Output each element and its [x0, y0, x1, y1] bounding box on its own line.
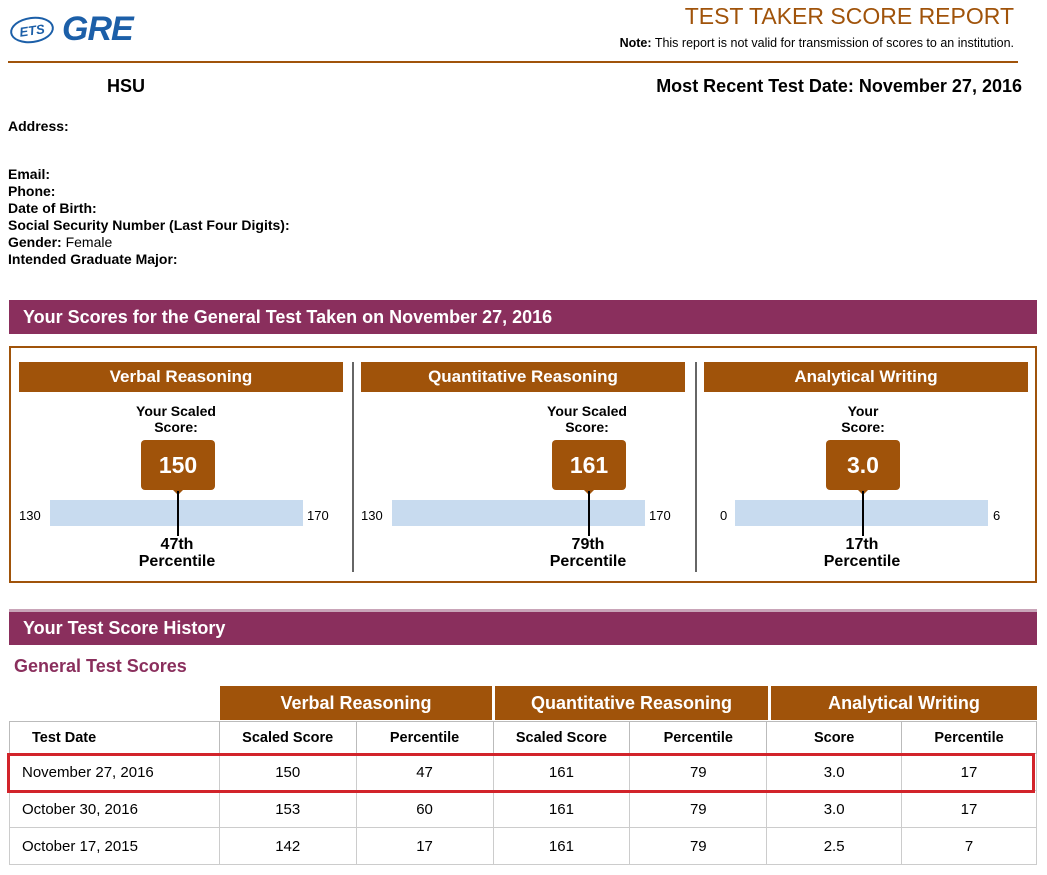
cell-verbal-scaled: 142: [219, 828, 356, 865]
score-label-line1: Your Scaled: [136, 403, 216, 419]
measure-divider: [695, 362, 697, 572]
cell-verbal-scaled: 150: [219, 754, 356, 791]
cell-quant-percentile: 79: [630, 828, 767, 865]
cell-quant-percentile: 79: [630, 791, 767, 828]
candidate-name: HSU: [107, 76, 146, 96]
verbal-percentile: [117, 536, 237, 570]
ssn-field: [8, 217, 290, 233]
score-label-line1: Your Scaled: [547, 403, 627, 419]
writing-scale-min: 0: [720, 508, 728, 523]
ets-logo-icon: ETS: [8, 14, 55, 46]
address-label: Address:: [8, 118, 69, 134]
cell-quant-scaled: 161: [493, 754, 630, 791]
scores-section-header: Your Scores for the General Test Taken on November 27, 2016: [9, 300, 1037, 334]
report-title: TEST TAKER SCORE REPORT: [684, 3, 1014, 29]
cell-writing-score: 3.0: [767, 754, 902, 791]
cell-writing-score: 2.5: [767, 828, 902, 865]
writing-measure: [704, 362, 1028, 572]
verbal-scale-min: 130: [19, 508, 41, 523]
percentile-word: Percentile: [549, 553, 627, 570]
general-test-scores-title: General Test Scores: [14, 656, 187, 676]
cell-test-date: October 17, 2015: [10, 828, 220, 865]
percentile-word: Percentile: [138, 553, 216, 570]
dob-field: [8, 200, 97, 216]
most-recent-test-date: Most Recent Test Date: November 27, 2016: [656, 76, 1022, 96]
quant-score-label: [542, 403, 632, 435]
score-label-line2: Score:: [841, 419, 885, 435]
writing-scale-max: 6: [993, 508, 1001, 523]
cell-writing-percentile: 17: [902, 791, 1037, 828]
ssn-label: Social Security Number (Last Four Digits):: [8, 217, 290, 233]
verbal-scale-max: 170: [307, 508, 329, 523]
history-group-verbal: Verbal Reasoning: [220, 686, 492, 720]
cell-verbal-percentile: 47: [356, 754, 493, 791]
quant-scale-max: 170: [649, 508, 671, 523]
col-verbal-percentile: Percentile: [356, 722, 493, 754]
cell-verbal-percentile: 60: [356, 791, 493, 828]
verbal-score-box: 150: [141, 440, 215, 490]
writing-score-marker: [862, 491, 864, 536]
score-panel: [9, 346, 1037, 583]
measure-divider: [352, 362, 354, 572]
gre-logo: [10, 10, 133, 49]
writing-score-label: [818, 403, 908, 435]
writing-score-box: 3.0: [826, 440, 900, 490]
cell-quant-scaled: 161: [493, 791, 630, 828]
history-section-header: Your Test Score History: [9, 609, 1037, 645]
col-quant-scaled: Scaled Score: [493, 722, 630, 754]
percentile-word: Percentile: [823, 553, 901, 570]
quant-measure: [361, 362, 685, 572]
verbal-score-label: [131, 403, 221, 435]
percentile-value: 47th: [160, 536, 194, 553]
percentile-value: 17th: [845, 536, 879, 553]
gender-label: Gender:: [8, 234, 62, 250]
writing-percentile: [802, 536, 922, 570]
quant-percentile: [528, 536, 648, 570]
col-verbal-scaled: Scaled Score: [219, 722, 356, 754]
col-test-date: Test Date: [10, 722, 220, 754]
gre-wordmark: GRE: [62, 10, 133, 48]
phone-label: Phone:: [8, 183, 56, 199]
cell-test-date: October 30, 2016: [10, 791, 220, 828]
header-rule: [8, 61, 1018, 63]
col-writing-score: Score: [767, 722, 902, 754]
cell-verbal-scaled: 153: [219, 791, 356, 828]
score-label-line2: Score:: [565, 419, 609, 435]
dob-label: Date of Birth:: [8, 200, 97, 216]
table-row: [10, 828, 1037, 865]
verbal-score-marker: [177, 491, 179, 536]
verbal-heading: Verbal Reasoning: [19, 362, 343, 392]
history-group-quant: Quantitative Reasoning: [495, 686, 768, 720]
history-group-writing: Analytical Writing: [771, 686, 1037, 720]
table-row: [10, 754, 1037, 791]
score-label-line2: Score:: [154, 419, 198, 435]
col-writing-percentile: Percentile: [902, 722, 1037, 754]
cell-quant-scaled: 161: [493, 828, 630, 865]
col-quant-percentile: Percentile: [630, 722, 767, 754]
email-label: Email:: [8, 166, 51, 182]
report-note: [620, 36, 1014, 50]
score-history-table: [9, 721, 1037, 865]
cell-test-date: November 27, 2016: [10, 754, 220, 791]
phone-field: [8, 183, 55, 199]
cell-writing-score: 3.0: [767, 791, 902, 828]
percentile-value: 79th: [571, 536, 605, 553]
score-label-line1: Your: [847, 403, 879, 419]
verbal-measure: [19, 362, 343, 572]
note-text: This report is not valid for transmission of scores to an institution.: [654, 36, 1014, 50]
gender-field: [8, 234, 112, 250]
table-header-row: [10, 722, 1037, 754]
address-field: [8, 118, 69, 134]
note-label: Note:: [619, 36, 652, 50]
cell-writing-percentile: 17: [902, 754, 1037, 791]
gender-value: Female: [65, 234, 113, 250]
email-field: [8, 166, 50, 182]
cell-verbal-percentile: 17: [356, 828, 493, 865]
writing-heading: Analytical Writing: [704, 362, 1028, 392]
quant-scale-bar: [392, 500, 645, 526]
quant-scale-min: 130: [361, 508, 383, 523]
table-row: [10, 791, 1037, 828]
cell-quant-percentile: 79: [630, 754, 767, 791]
quant-heading: Quantitative Reasoning: [361, 362, 685, 392]
major-field: [8, 251, 178, 267]
cell-writing-percentile: 7: [902, 828, 1037, 865]
major-label: Intended Graduate Major:: [8, 251, 178, 267]
quant-score-marker: [588, 491, 590, 536]
quant-score-box: 161: [552, 440, 626, 490]
